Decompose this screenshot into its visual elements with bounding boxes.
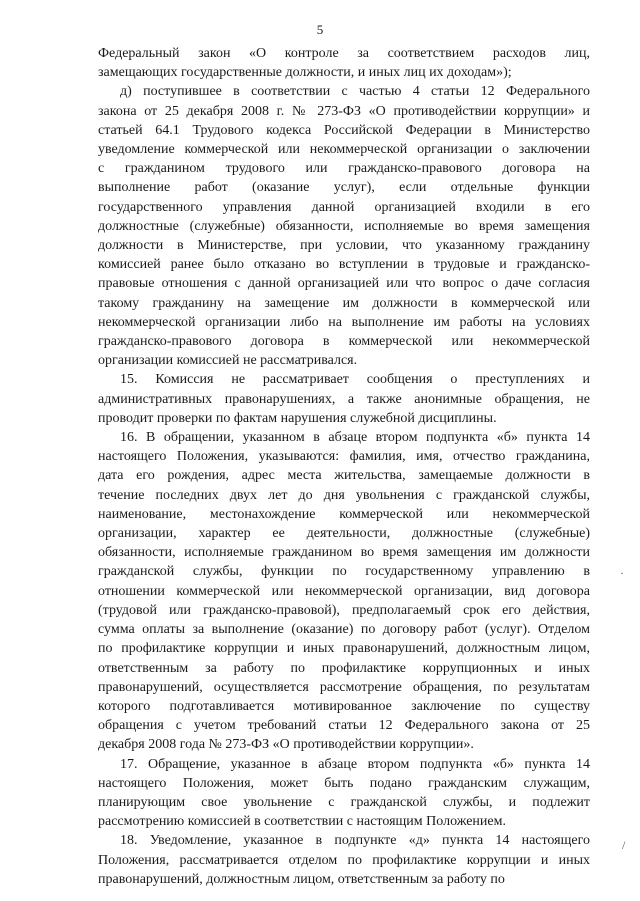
text-line: правонарушений, должностным лицом, ответственным за работу по: [98, 871, 505, 887]
page-number: 5: [316, 22, 324, 37]
text-line: государственного управления данной организацией входили в его: [98, 199, 590, 215]
text-line: 17. Обращение, указанное в абзаце втором подпункта «б» пункта 14: [120, 756, 590, 772]
text-line: 16. В обращении, указанном в абзаце втором подпункта «б» пункта 14: [120, 430, 590, 446]
text-line: некоммерческой организации либо на выполнение им работы на условиях: [98, 314, 590, 330]
text-line: такому гражданину на замещение им должности в коммерческой или: [98, 295, 590, 311]
text-line: обязанности, исполняемые гражданином во время замещения им должности: [98, 545, 590, 561]
text-line: с гражданином трудового или гражданско-правового договора на: [98, 161, 590, 177]
text-line: по профилактике коррупции и иных правонарушений, должностным лицом,: [98, 641, 590, 657]
text-line: д) поступившее в соответствии с частью 4 статьи 12 Федерального: [120, 84, 590, 100]
scan-mark: /: [622, 838, 626, 852]
text-line: которого подготавливается мотивированное заключение по существу: [98, 698, 590, 714]
text-line: закона от 25 декабря 2008 г. № 273-ФЗ «О противодействии коррупции» и: [98, 103, 590, 119]
text-line: настоящего Положения, может быть подано гражданским служащим,: [98, 775, 590, 791]
text-line: статьей 64.1 Трудового кодекса Российской Федерации в Министерство: [98, 122, 590, 138]
paragraph: [98, 44, 590, 82]
text-line: должности в Министерстве, при условии, что указанному гражданину: [98, 238, 590, 254]
text-line: организации комиссией не рассматривался.: [98, 353, 358, 369]
text-line: Положения, рассматривается отделом по профилактике коррупции и иных: [98, 852, 590, 868]
text-line: правовые отношения с данной организацией или что вопрос о даче согласия: [98, 276, 590, 292]
text-line: обращения с учетом требований статьи 12 Федерального закона от 25: [98, 718, 590, 734]
text-line: ответственным за работу по профилактике коррупционных и иных: [98, 660, 590, 676]
text-line: (трудовой или гражданско-правовой), предполагаемый срок его действия,: [98, 602, 590, 618]
text-line: планирующим свое увольнение с гражданской службы, и подлежит: [98, 794, 590, 810]
paragraph: [98, 370, 590, 428]
paragraph: [98, 831, 590, 889]
text-line: течение последних двух лет до дня увольнения с гражданской службы,: [98, 487, 590, 503]
text-line: гражданской службы, функции по государственному управлению в: [98, 564, 590, 580]
text-line: выполнение работ (оказание услуг), если отдельные функции: [98, 180, 590, 196]
paragraph: [98, 428, 590, 754]
text-line: сумма оплаты за выполнение (оказание) по договору работ (услуг). Отделом: [98, 622, 590, 638]
text-line: замещающих государственные должности, и иных лиц их доходам»);: [98, 65, 512, 81]
text-line: наименование, местонахождение коммерческой или некоммерческой: [98, 506, 590, 522]
text-line: дата его рождения, адрес места жительства, замещаемые должности в: [98, 468, 590, 484]
text-line: декабря 2008 года № 273-ФЗ «О противодействии коррупции».: [98, 737, 474, 753]
text-line: рассмотрению комиссией в соответствии с настоящим Положением.: [98, 814, 506, 830]
text-line: комиссией ранее было отказано во вступлении в трудовые и гражданско-: [98, 257, 590, 273]
text-line: 18. Уведомление, указанное в подпункте «д» пункта 14 настоящего: [120, 833, 590, 849]
document-body: [98, 44, 590, 889]
paragraph: [98, 82, 590, 370]
text-line: Федеральный закон «О контроле за соответствием расходов лиц,: [98, 46, 590, 61]
paragraph: [98, 755, 590, 832]
text-line: проводит проверки по фактам нарушения служебной дисциплины.: [98, 410, 497, 426]
text-line: административных правонарушениях, а также анонимные обращения, не: [98, 391, 590, 407]
text-line: должностные (служебные) обязанности, исполняемые во время замещения: [98, 218, 590, 234]
text-line: отношении коммерческой или некоммерческой организации, вид договора: [98, 583, 590, 599]
text-line: организации, характер ее деятельности, должностные (служебные): [98, 526, 590, 542]
scan-mark: ·: [620, 566, 624, 580]
text-line: гражданско-правового договора в коммерческой или некоммерческой: [98, 334, 590, 350]
text-line: 15. Комиссия не рассматривает сообщения о преступлениях и: [120, 372, 590, 388]
text-line: правонарушений, осуществляется рассмотрение обращения, по результатам: [98, 679, 590, 695]
text-line: настоящего Положения, указываются: фамилия, имя, отчество гражданина,: [98, 449, 590, 465]
text-line: уведомление коммерческой или некоммерческой организации о заключении: [98, 142, 590, 158]
